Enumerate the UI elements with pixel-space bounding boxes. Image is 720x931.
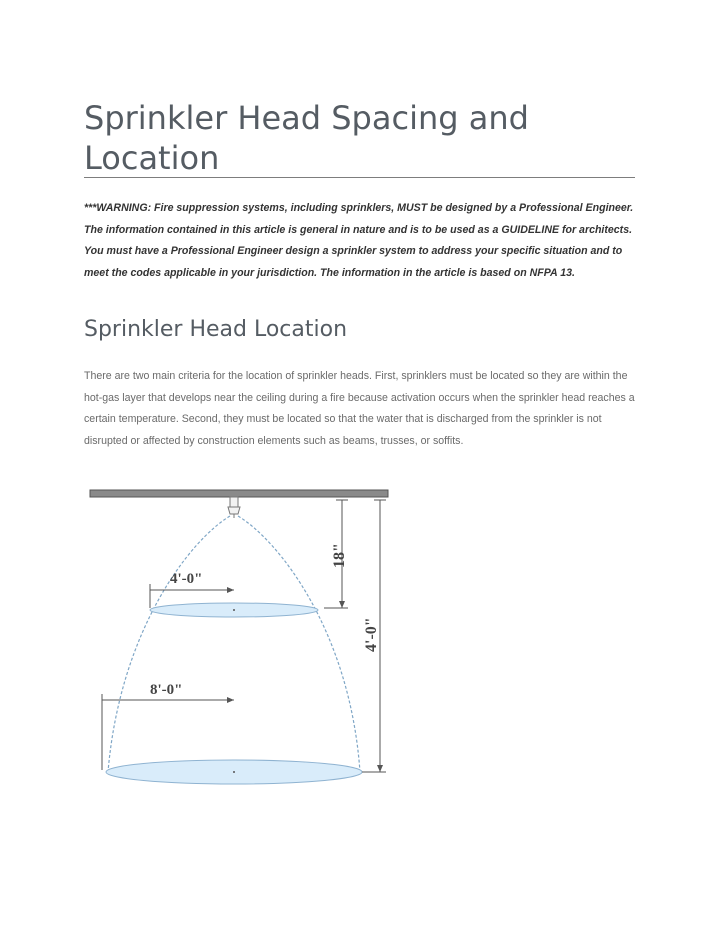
sprinkler-head-icon	[228, 497, 240, 518]
sprinkler-spray-diagram	[80, 480, 400, 790]
body-paragraph: There are two main criteria for the location of sprinkler heads. First, sprinklers must be located so they are within the hot-gas layer that develops near the ceiling during a fire because activation occurs when the sprinkler head reaches a certain temperature. Second, they must be located so that the water that is discharged from the sprinkler is not disrupted or affected by construction elements such as beams, trusses, or soffits.	[84, 370, 635, 447]
spray-envelope	[108, 516, 230, 772]
ceiling-bar	[90, 490, 388, 497]
lower-radius-label: 8'-0"	[150, 682, 183, 698]
warning-paragraph: ***WARNING: Fire suppression systems, including sprinklers, MUST be designed by a Professional Engineer. The information contained in this article is general in nature and is to be used as a GUIDELINE for architects. You must have a Professional Engineer design a sprinkler system to address your specific situation and to meet the codes applicable in your jurisdiction. The information in the article is based on NFPA 13.	[84, 202, 634, 279]
upper-radius-label: 4'-0"	[170, 571, 203, 587]
page-title: Sprinkler Head Spacing and Location	[84, 99, 529, 177]
section-heading: Sprinkler Head Location	[84, 317, 348, 342]
title-divider	[84, 177, 635, 178]
upper-depth-label: 18"	[331, 543, 348, 568]
lower-depth-label: 4'-0"	[363, 617, 380, 652]
